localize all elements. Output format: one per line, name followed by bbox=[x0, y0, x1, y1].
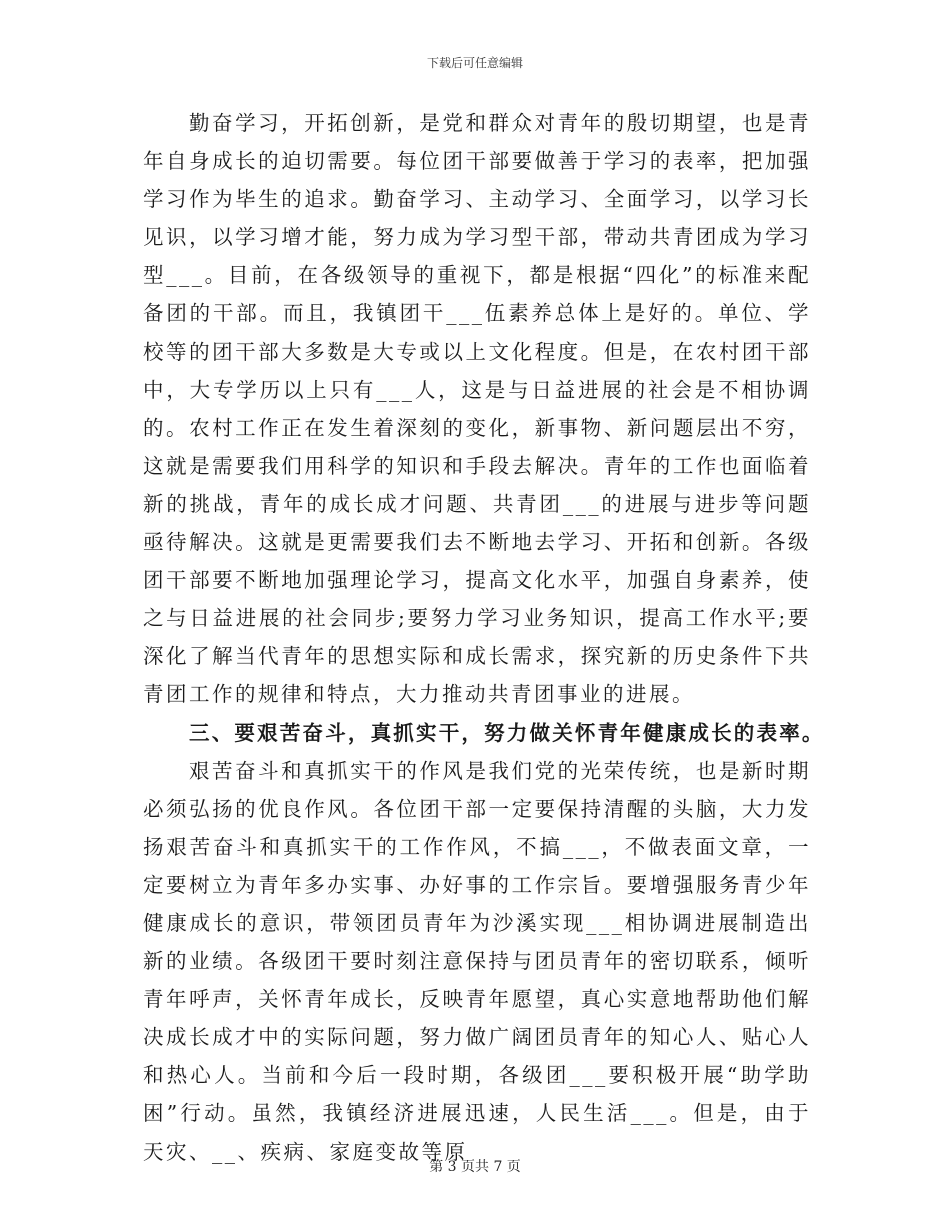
section-heading: 三、要艰苦奋斗，真抓实干，努力做关怀青年健康成长的表率。 bbox=[189, 720, 825, 745]
body-paragraph: 勤奋学习，开拓创新，是党和群众对青年的殷切期望，也是青年自身成长的迫切需要。每位团干部要做善于学习的表率，把加强学习作为毕生的追求。勤奋学习、主动学习、全面学习，以学习长见识，以学习增才能，努力成为学习型干部，带动共青团成为学习型___。目前，在各级领导的重视下，都是根据“四化”的标准来配备团的干部。而且，我镇团干___伍素养总体上是好的。单位、学校等的团干部大多数是大专或以上文化程度。但是，在农村团干部中，大专学历以上只有___人，这是与日益进展的社会是不相协调的。农村工作正在发生着深刻的变化，新事物、新问题层出不穷，这就是需要我们用科学的知识和手段去解决。青年的工作也面临着新的挑战，青年的成长成才问题、共青团___的进展与进步等问题亟待解决。这就是更需要我们去不断地去学习、开拓和创新。各级团干部要不断地加强理论学习，提高文化水平，加强自身素养，使之与日益进展的社会同步;要努力学习业务知识，提高工作水平;要深化了解当代青年的思想实际和成长需求，探究新的历史条件下共青团工作的规律和特点，大力推动共青团事业的进展。 bbox=[143, 111, 811, 707]
page-header-note: 下载后可任意编辑 bbox=[426, 56, 523, 70]
page-number: 第 3 页共 7 页 bbox=[429, 1159, 521, 1175]
body-paragraph: 艰苦奋斗和真抓实干的作风是我们党的光荣传统，也是新时期必须弘扬的优良作风。各位团干部一定要保持清醒的头脑，大力发扬艰苦奋斗和真抓实干的工作作风，不搞___，不做表面文章，一定要树立为青年多办实事、办好事的工作宗旨。要增强服务青少年健康成长的意识，带领团员青年为沙溪实现___相协调进展制造出新的业绩。各级团干要时刻注意保持与团员青年的密切联系，倾听青年呼声，关怀青年成长，反映青年愿望，真心实意地帮助他们解决成长成才中的实际问题，努力做广阔团员青年的知心人、贴心人和热心人。当前和今后一段时期，各级团___要积极开展“助学助困”行动。虽然，我镇经济进展迅速，人民生活___。但是，由于天灾、__、疾病、家庭变故等原 bbox=[143, 758, 811, 1164]
document-body bbox=[143, 104, 825, 1171]
